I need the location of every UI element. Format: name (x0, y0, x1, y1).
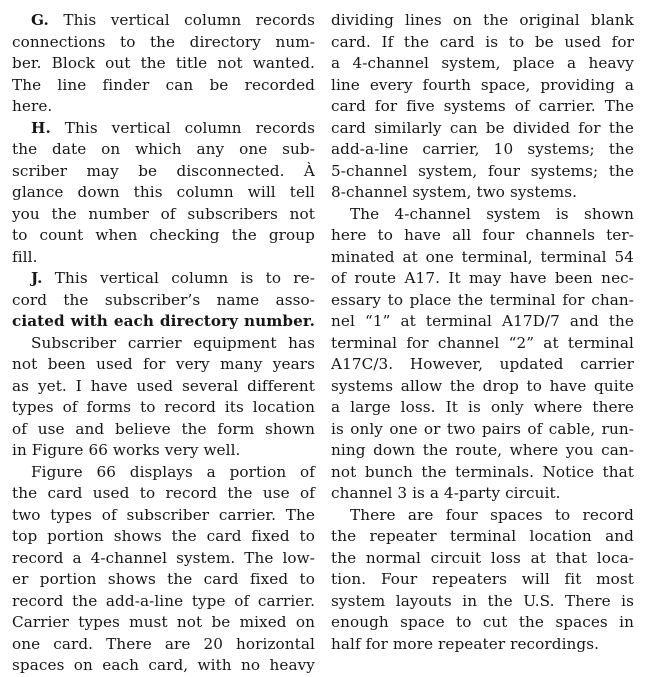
left-column (12, 10, 315, 677)
text-line: here to have all four channels ter- (331, 226, 634, 244)
text-line: The line finder can be recorded (12, 75, 315, 94)
item-label-j: J. (31, 269, 43, 287)
item-label-g: G. (31, 11, 49, 29)
text-line: is only one or two pairs of cable, run- (331, 419, 634, 438)
text-line: record the add-a-line type of carrier. (12, 591, 315, 610)
text-line: er portion shows the card fixed to (12, 570, 315, 588)
text-line: minated at one terminal, terminal 54 (331, 247, 634, 266)
text-line: tion. Four repeaters will fit most (331, 570, 634, 588)
text-line: in Figure 66 works very well. (12, 441, 241, 459)
text-line: as yet. I have used several different (12, 376, 315, 395)
text-line: cord the subscriber’s name asso- (12, 290, 315, 309)
text-line: channel 3 is a 4-party circuit. (331, 484, 561, 502)
text-line: card similarly can be divided for the (331, 118, 634, 137)
text-line: add-a-line carrier, 10 systems; the (331, 140, 634, 158)
text-line: essary to place the terminal for chan- (331, 290, 634, 309)
text-line: ciated with each directory number. (12, 312, 315, 330)
text-line: enough space to cut the spaces in (331, 613, 634, 631)
paragraph-h (12, 118, 315, 269)
paragraph-repeaters (331, 505, 634, 656)
text-line: card for five systems of carrier. The (331, 97, 634, 115)
text-line: the date on which any one sub- (12, 140, 315, 158)
text-line: There are four spaces to record (350, 505, 634, 524)
text-line: Figure 66 displays a portion of (31, 462, 315, 481)
text-line: system layouts in the U.S. There is (331, 591, 634, 610)
text-line: two types of subscriber carrier. The (12, 505, 315, 524)
text-line: the normal circuit loss at that loca- (331, 548, 634, 567)
paragraph-figure-66 (12, 462, 315, 677)
text-line: The 4-channel system is shown (350, 204, 634, 223)
text-line: the repeater terminal location and (331, 527, 634, 545)
text-line: glance down this column will tell (12, 183, 315, 201)
text-line: of use and believe the form shown (12, 419, 315, 438)
text-line: fill. (12, 247, 38, 266)
text-line: dividing lines on the original blank (331, 11, 634, 29)
text-line: 5-channel system, four systems; the (331, 161, 634, 180)
item-label-h: H. (31, 118, 51, 137)
paragraph-j (12, 268, 315, 333)
text-line: terminal for channel “2” at terminal (331, 333, 634, 352)
paragraph-g (12, 10, 315, 118)
text-line: Carrier types must not be mixed on (12, 613, 315, 631)
text-line: H. This vertical column records (31, 118, 315, 137)
text-line: a 4-channel system, place a heavy (331, 54, 634, 72)
text-line: Subscriber carrier equipment has (31, 333, 315, 352)
text-line: of route A17. It may have been nec- (331, 269, 634, 287)
text-line: scriber may be disconnected. À (12, 161, 315, 180)
text-line: connections to the directory num- (12, 32, 315, 51)
text-line: not bunch the terminals. Notice that (331, 462, 634, 481)
text-line: a large loss. It is only where there (331, 398, 634, 416)
text-line: systems allow the drop to have quite (331, 376, 634, 395)
text-line: ning down the route, where you can- (331, 441, 634, 459)
text-line: not been used for very many years (12, 355, 315, 373)
text-line: spaces on each card, with no heavy (12, 656, 315, 674)
text-line: card. If the card is to be used for (331, 32, 634, 51)
text-line: top portion shows the card fixed to (12, 527, 315, 545)
paragraph-dividing-lines (331, 10, 634, 204)
right-column (331, 10, 634, 655)
text-line: here. (12, 97, 53, 115)
text-line: G. This vertical column records (31, 11, 315, 29)
text-line: half for more repeater recordings. (331, 634, 600, 653)
text-line: J. This vertical column is to re- (31, 269, 315, 287)
text-line: types of forms to record its location (12, 398, 315, 416)
text-line: record a 4-channel system. The low- (12, 548, 315, 567)
paragraph-subscriber-carrier (12, 333, 315, 462)
text-line: 8-channel system, two systems. (331, 183, 578, 201)
text-line: the card used to record the use of (12, 484, 315, 502)
text-line: ber. Block out the title not wanted. (12, 54, 315, 72)
text-line: one card. There are 20 horizontal (12, 634, 315, 653)
text-line: A17C/3. However, updated carrier (331, 355, 634, 373)
text-line: you the number of subscribers not (12, 204, 315, 223)
text-line: nel “1” at terminal A17D/7 and the (331, 312, 634, 330)
text-line: line every fourth space, providing a (331, 75, 634, 94)
text-line: to count when checking the group (12, 226, 315, 244)
paragraph-4-channel-system (331, 204, 634, 505)
